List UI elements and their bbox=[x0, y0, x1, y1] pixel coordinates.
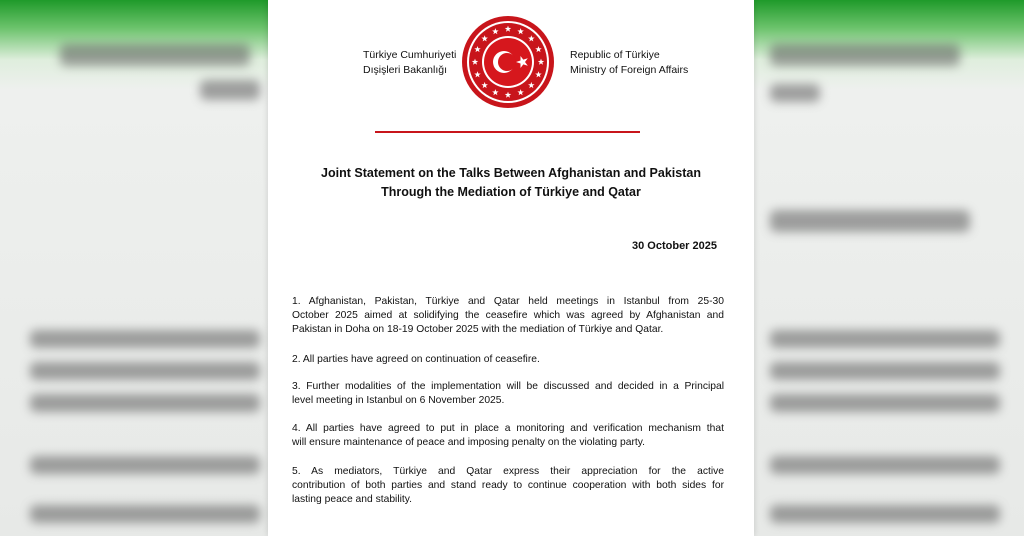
statement-paragraph-3 bbox=[292, 380, 724, 408]
paragraph-line: 2. All parties have agreed on continuation of ceasefire. bbox=[292, 354, 540, 365]
paragraph-line: contribution of both parties and stand ready to continue cooperation with both sides for bbox=[292, 480, 724, 491]
ministry-seal-icon bbox=[460, 14, 556, 110]
header-divider bbox=[375, 131, 640, 133]
ministry-name-english bbox=[570, 48, 688, 78]
statement-title bbox=[268, 164, 754, 202]
paragraph-line: will ensure maintenance of peace and imposing penalty on the violating party. bbox=[292, 437, 645, 448]
ministry-name-turkish bbox=[363, 48, 457, 78]
header-left-line2: Dışişleri Bakanlığı bbox=[363, 64, 448, 76]
statement-paragraph-4 bbox=[292, 422, 724, 450]
paragraph-line: 1. Afghanistan, Pakistan, Türkiye and Qatar held meetings in Istanbul from 25-30 bbox=[292, 296, 724, 307]
blurred-background-text bbox=[30, 394, 260, 412]
blurred-background-text bbox=[770, 456, 1000, 474]
statement-paragraph-5 bbox=[292, 465, 724, 507]
paragraph-line: level meeting in Istanbul on 6 November 2025. bbox=[292, 395, 505, 406]
blurred-background-text bbox=[770, 44, 960, 66]
header-right-line2: Ministry of Foreign Affairs bbox=[570, 64, 689, 76]
blurred-background-text bbox=[60, 44, 250, 66]
blurred-background-text bbox=[770, 362, 1000, 380]
title-line1: Joint Statement on the Talks Between Afghanistan and Pakistan bbox=[321, 166, 701, 180]
paragraph-line: October 2025 aimed at solidifying the ceasefire which was agreed by Afghanistan and bbox=[292, 310, 724, 321]
statement-paragraph-2 bbox=[292, 353, 724, 367]
header-left-line1: Türkiye Cumhuriyeti bbox=[363, 49, 457, 61]
paragraph-line: Pakistan in Doha on 18-19 October 2025 with the mediation of Türkiye and Qatar. bbox=[292, 324, 664, 335]
blurred-background-text bbox=[770, 84, 820, 102]
blurred-background-text bbox=[30, 456, 260, 474]
blurred-background-text bbox=[30, 362, 260, 380]
header-right-line1: Republic of Türkiye bbox=[570, 49, 660, 61]
statement-paragraph-1 bbox=[292, 295, 724, 337]
blurred-background-text bbox=[770, 330, 1000, 348]
blurred-background-text bbox=[30, 505, 260, 523]
paragraph-line: 4. All parties have agreed to put in place a monitoring and verification mechanism that bbox=[292, 423, 724, 434]
blurred-background-text bbox=[770, 210, 970, 232]
blurred-background-text bbox=[200, 80, 260, 100]
blurred-background-text bbox=[30, 330, 260, 348]
paragraph-line: 5. As mediators, Türkiye and Qatar express their appreciation for the active bbox=[292, 466, 724, 477]
blurred-background-text bbox=[770, 505, 1000, 523]
paragraph-line: lasting peace and stability. bbox=[292, 494, 413, 505]
paragraph-line: 3. Further modalities of the implementation will be discussed and decided in a Principal bbox=[292, 381, 724, 392]
title-line2: Through the Mediation of Türkiye and Qatar bbox=[381, 185, 641, 199]
statement-date: 30 October 2025 bbox=[632, 240, 717, 252]
blurred-background-text bbox=[770, 394, 1000, 412]
